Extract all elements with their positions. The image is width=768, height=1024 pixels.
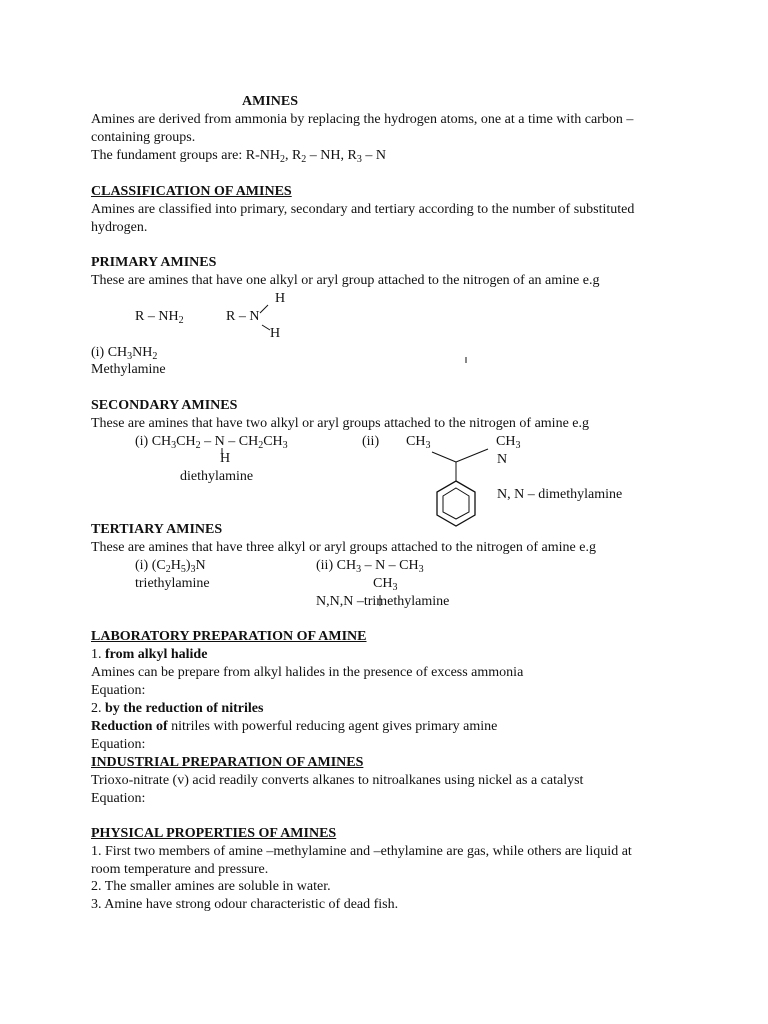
primary-description: These are amines that have one alkyl or aryl group attached to the nitrogen of an amine e.g [91, 273, 600, 288]
secondary-example-1-name: diethylamine [180, 469, 254, 484]
tertiary-example-2-ch3: $CH_3$ [373, 576, 398, 593]
classification-line-2: hydrogen. [91, 220, 148, 235]
primary-h-top: H [275, 291, 286, 306]
industrial-heading: INDUSTRIAL PREPARATION OF AMINES [91, 755, 364, 770]
secondary-example-1-formula: (i) $CH_3CH_2$ – N – $CH_2CH_3$ [135, 434, 288, 451]
secondary-example-2-n: N [497, 452, 508, 467]
industrial-description: Trioxo-nitrate (v) acid readily converts alkanes to nitroalkanes using nickel as a catalyst [91, 773, 584, 788]
secondary-example-2-name: N, N – dimethylamine [497, 487, 623, 502]
primary-example-formula: (i) $CH_3NH_2$ [91, 345, 158, 362]
primary-heading: PRIMARY AMINES [91, 255, 217, 270]
physical-property-1-line-2: room temperature and pressure. [91, 862, 269, 877]
tertiary-heading: TERTIARY AMINES [91, 522, 223, 537]
lab-prep-heading: LABORATORY PREPARATION OF AMINE [91, 629, 367, 644]
secondary-example-1-h: H [220, 451, 231, 466]
lab-item-2-equation: Equation: [91, 737, 146, 752]
intro-line-2: containing groups. [91, 130, 196, 145]
tertiary-example-2-formula: (ii) $CH_3$ – N – $CH_3$ [316, 558, 424, 575]
lab-item-2-title: 2. by the reduction of nitriles [91, 701, 264, 716]
industrial-equation: Equation: [91, 791, 146, 806]
intro-line-1: Amines are derived from ammonia by replacing the hydrogen atoms, one at a time with carbon – [91, 112, 634, 127]
primary-formula-rnh2: R – $NH_2$ [135, 309, 184, 326]
physical-property-2: 2. The smaller amines are soluble in water. [91, 879, 331, 894]
primary-example-name: Methylamine [91, 362, 166, 377]
secondary-heading: SECONDARY AMINES [91, 398, 238, 413]
lab-item-1-equation: Equation: [91, 683, 146, 698]
secondary-example-2-ch3-left: $CH_3$ [406, 434, 431, 451]
primary-formula-rn: R – N [226, 309, 260, 324]
physical-properties-heading: PHYSICAL PROPERTIES OF AMINES [91, 826, 337, 841]
lab-item-1-description: Amines can be prepare from alkyl halides in the presence of excess ammonia [91, 665, 524, 680]
secondary-example-2-label: (ii) [362, 434, 380, 449]
primary-h-bottom: H [270, 326, 281, 341]
classification-line-1: Amines are classified into primary, secondary and tertiary according to the number of substituted [91, 202, 635, 217]
physical-property-3: 3. Amine have strong odour characteristic of dead fish. [91, 897, 399, 912]
tertiary-example-1-formula: (i) $(C_2H_5)_3N$ [135, 558, 206, 575]
fundamental-groups-line: The fundament groups are: $R-NH_2$, $R_2$ – NH, $R_3$ – N [91, 148, 386, 165]
secondary-description: These are amines that have two alkyl or aryl groups attached to the nitrogen of amine e.g [91, 416, 589, 431]
physical-property-1-line-1: 1. First two members of amine –methylamine and –ethylamine are gas, while others are liquid at [91, 844, 632, 859]
tertiary-example-2-name: N,N,N –trimethylamine [316, 594, 450, 609]
tertiary-example-1-name: triethylamine [135, 576, 210, 591]
classification-heading: CLASSIFICATION OF AMINES [91, 184, 292, 199]
lab-item-1-title: 1. from alkyl halide [91, 647, 208, 662]
lab-item-2-description: Reduction of nitriles with powerful reducing agent gives primary amine [91, 719, 498, 734]
page-title: AMINES [242, 94, 299, 109]
tertiary-description: These are amines that have three alkyl or aryl groups attached to the nitrogen of amine e.g [91, 540, 596, 555]
secondary-example-2-ch3-right: $CH_3$ [496, 434, 521, 451]
